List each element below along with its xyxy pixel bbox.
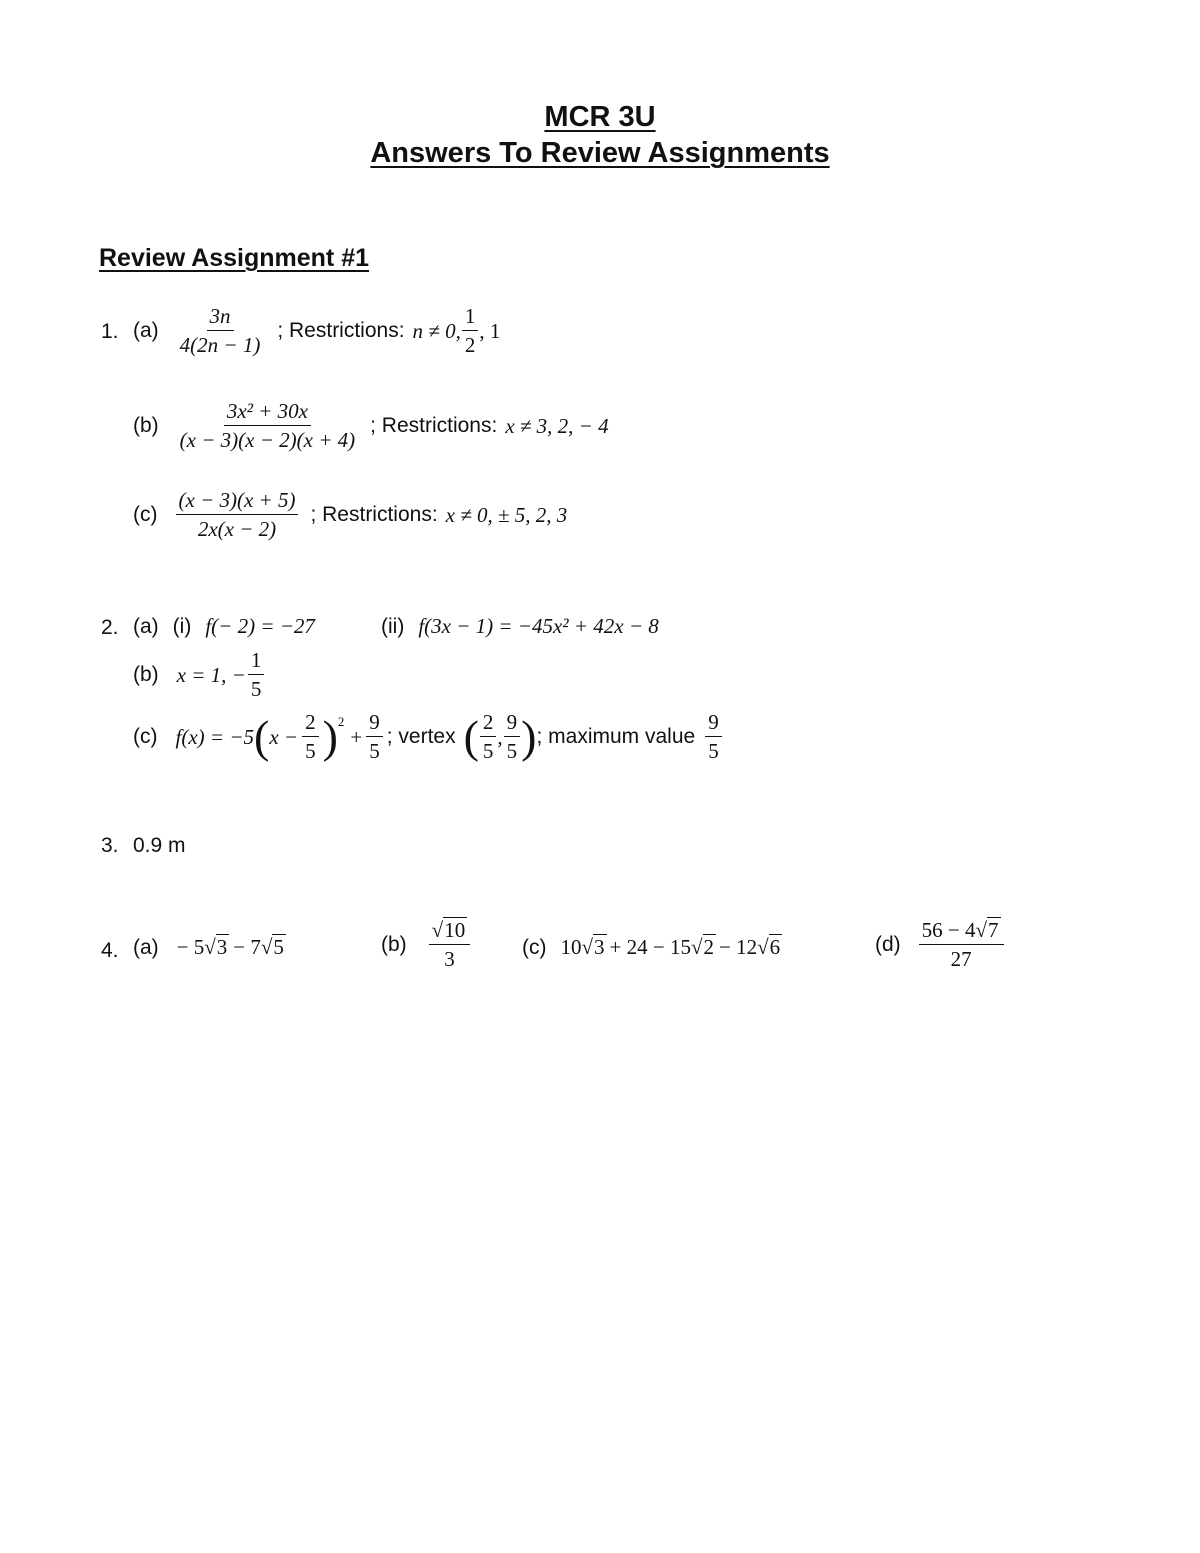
q2b-numerator: 1: [248, 650, 265, 675]
q4c-radicand-1: 3: [594, 935, 605, 959]
q2c-fraction-2-numerator: 9: [366, 712, 383, 737]
q1c-restriction: x ≠ 0, ± 5, 2, 3: [445, 502, 568, 527]
q1c-numerator: (x − 3)(x + 5): [176, 490, 299, 515]
question-number-3: 3.: [101, 834, 119, 857]
q2b-prefix: x = 1, −: [176, 662, 246, 687]
q4d-numerator: [919, 920, 1004, 945]
q2c-maximum-denominator: 5: [708, 739, 719, 763]
q2c-fraction-1: [302, 712, 319, 762]
q4a-radicand-2: 5: [273, 935, 284, 959]
q4d-denominator: 27: [950, 947, 972, 971]
q4b-fraction: [429, 920, 471, 970]
q2c-maximum-numerator: 9: [705, 712, 722, 737]
q2a-ii-answer: [381, 614, 659, 639]
q1c-fraction: [176, 490, 299, 540]
question-number-1: 1.: [101, 320, 119, 343]
q1c-label: (c): [133, 503, 158, 526]
q2c-maximum-fraction: [705, 712, 722, 762]
q2a-i-answer: f(− 2) = −27: [205, 614, 315, 638]
q1a-numerator: 3n: [207, 306, 234, 331]
document-course-title: MCR 3U: [544, 101, 656, 133]
q4d-radical: √7: [975, 918, 999, 942]
q2a-ii-label: (ii): [381, 614, 405, 638]
q1a-label: (a): [133, 319, 159, 342]
q1a-restrictions-label: ; Restrictions:: [277, 319, 405, 342]
q2c-vertex-label: ; vertex: [386, 725, 456, 748]
q1b-denominator: (x − 3)(x − 2)(x + 4): [179, 428, 356, 452]
q4c-radicand-2: 2: [703, 935, 714, 959]
q3-answer: 0.9 m: [133, 834, 186, 857]
q2c-maximum-label: ; maximum value: [536, 725, 696, 748]
q1a-restriction-denominator: 2: [464, 333, 476, 357]
q1a-restriction-numerator: 1: [462, 306, 479, 331]
q2c-label: (c): [133, 725, 158, 748]
q4a-answer: [133, 935, 286, 960]
q4d-label: (d): [875, 933, 901, 956]
q4b-radicand: 10: [444, 918, 466, 942]
q4b-radical: √10: [431, 918, 466, 942]
q2c-vertex-comma: ,: [497, 724, 503, 749]
q4c-radical-2: √2: [690, 935, 714, 959]
q2c-vertex-y-denominator: 5: [506, 739, 518, 763]
q1c-denominator: 2x(x − 2): [197, 517, 277, 541]
q4a-label: (a): [133, 935, 159, 959]
section-title: Review Assignment #1: [99, 244, 370, 272]
q2c-vertex-right-paren: ): [521, 711, 537, 762]
q1b-fraction: [177, 401, 358, 451]
document-title: Answers To Review Assignments: [370, 137, 830, 169]
q4c-term-2: + 24 − 15: [609, 935, 691, 959]
q1a-fraction: [177, 306, 264, 356]
q2c-vertex-left-paren: (: [463, 711, 479, 762]
q2c-vertex-x-numerator: 2: [480, 712, 497, 737]
q4a-radical-1: √3: [204, 935, 228, 959]
q2c-exponent: 2: [337, 714, 345, 729]
q1a-restriction-suffix: , 1: [479, 318, 501, 343]
q2c-plus: +: [350, 724, 363, 749]
q4c-radical-3: √6: [757, 935, 781, 959]
q1b-numerator: 3x² + 30x: [224, 401, 311, 426]
q1c-restrictions-label: ; Restrictions:: [310, 503, 438, 526]
q4b-denominator: 3: [444, 947, 455, 971]
q1a-denominator: 4(2n − 1): [179, 333, 261, 357]
q2a-label: (a): [133, 614, 159, 638]
q2c-vertex-x-denominator: 5: [482, 739, 494, 763]
q2b-denominator: 5: [250, 677, 262, 701]
q4a-radicand-1: 3: [216, 935, 228, 959]
q1c-answer: [133, 490, 567, 540]
q4d-radicand: 7: [988, 918, 999, 942]
q4a-radical-2: √5: [260, 935, 284, 959]
q4d-numerator-prefix: 56 − 4: [921, 918, 976, 942]
q2a-answer: [133, 614, 315, 639]
q2c-answer: [133, 712, 726, 762]
q1a-answer: [133, 306, 500, 356]
q2c-vertex-y-numerator: 9: [504, 712, 521, 737]
q4a-coefficient-1: − 5: [176, 935, 205, 959]
q2c-right-paren: ): [322, 711, 338, 762]
q4b-label: (b): [381, 933, 407, 956]
q1b-restrictions-label: ; Restrictions:: [370, 414, 498, 437]
q1a-restriction-prefix: n ≠ 0,: [412, 318, 461, 343]
q2a-i-label: (i): [172, 614, 192, 638]
q1b-label: (b): [133, 414, 159, 437]
q2c-fraction-1-denominator: 5: [305, 739, 316, 763]
q4a-operator: − 7: [233, 935, 261, 959]
q2b-fraction: [248, 650, 265, 700]
q2c-prefix: f(x) = −5: [175, 724, 254, 749]
q2c-vertex-x: [480, 712, 497, 762]
q4b-answer: [381, 920, 474, 970]
q1a-restriction-fraction: [462, 306, 479, 356]
q4b-numerator: [429, 920, 471, 945]
question-number-4: 4.: [101, 939, 119, 962]
q4c-radical-1: √3: [581, 935, 605, 959]
q2b-label: (b): [133, 663, 159, 686]
q2b-answer: [133, 650, 266, 700]
q2c-fraction-2: [366, 712, 383, 762]
q2c-inner: x −: [269, 724, 299, 749]
q4c-answer: [522, 935, 782, 960]
q4c-label: (c): [522, 935, 547, 959]
q4c-term-3: − 12: [719, 935, 758, 959]
q4d-fraction: [919, 920, 1004, 970]
question-number-2: 2.: [101, 616, 119, 639]
q1b-answer: [133, 401, 609, 451]
q4c-term-1: 10: [560, 935, 582, 959]
q1b-restriction: x ≠ 3, 2, − 4: [505, 413, 609, 438]
q4c-radicand-3: 6: [769, 935, 781, 959]
q2c-vertex-y: [504, 712, 521, 762]
q4d-answer: [875, 920, 1008, 970]
q2c-fraction-2-denominator: 5: [369, 739, 380, 763]
q2a-ii-expression: f(3x − 1) = −45x² + 42x − 8: [418, 614, 659, 638]
q2c-left-paren: (: [253, 711, 270, 762]
q2c-fraction-1-numerator: 2: [302, 712, 319, 737]
